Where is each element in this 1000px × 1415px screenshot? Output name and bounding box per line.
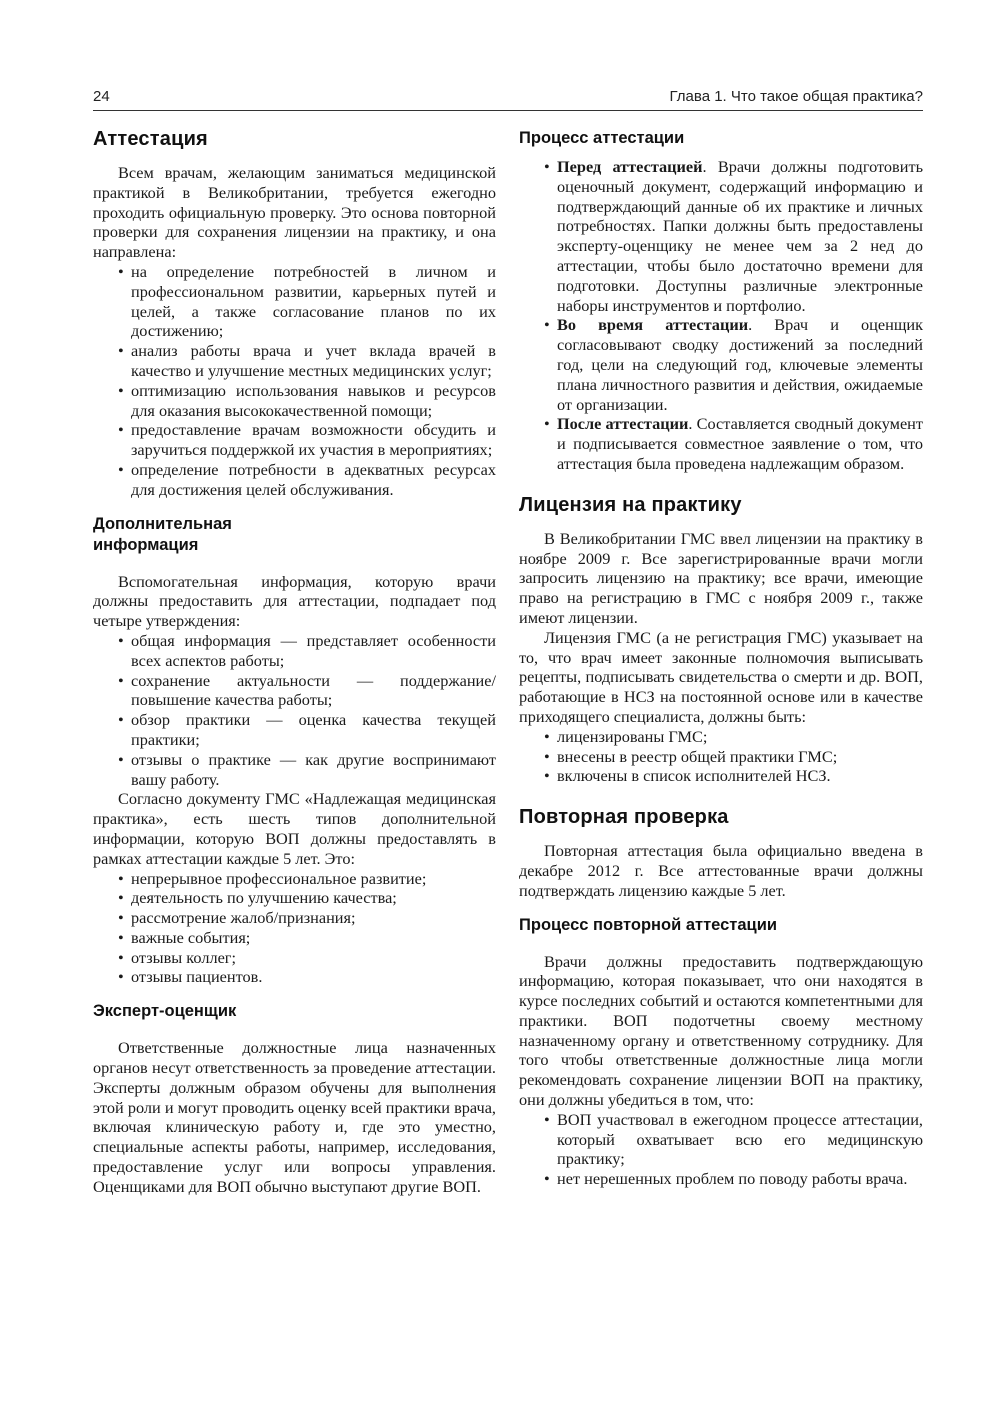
bullet-list [519,1110,923,1189]
list-item: • деятельность по улучшению качества; [118,888,496,908]
bullet-list [519,727,923,786]
section-title-revalidation: Повторная проверка [519,806,729,829]
section-title-attestation: Аттестация [93,128,208,150]
paragraph: Повторная аттестация была официально введена в декабре 2012 г. Все аттестованные врачи должны подтверждать лицензию каждые 5 лет. [519,841,923,900]
section-title-license: Лицензия на практику [519,493,742,516]
list-item: • на определение потребностей в личном и профессиональном развитии, карьерных путей и целей, а также согласование планов по их достижению; [118,262,496,341]
paragraph: В Великобритании ГМС ввел лицензии на практику в ноябре 2009 г. Все зарегистрированные врачи могли запросить лицензию на практику; все врачи, имеющие право на регистрацию в ГМС с ноября 2009 г., также имеют лицензии. [519,528,923,627]
list-item: • предоставление врачам возможности обсудить и заручиться поддержкой их участия в мероприятиях; [118,420,496,460]
subsection-title-reprocess: Процесс повторной аттестации [519,915,777,934]
list-item: • непрерывное профессиональное развитие; [118,869,496,889]
subsection-title-process: Процесс аттестации [519,129,685,147]
list-item: • отзывы коллег; [118,948,496,968]
list-item-text: . Врач и оценщик согласовывают сводку достижений за последний год, цели на следующий год, ключевые элементы плана личностного развития и действия, ожидаемые от организации. [557,315,923,414]
right-column [519,128,923,1189]
list-item: • рассмотрение жалоб/признания; [118,908,496,928]
bullet-list [93,869,496,988]
list-item: • внесены в реестр общей практики ГМС; [544,747,923,767]
page-number: 24 [93,88,110,105]
list-item: • отзывы пациентов. [118,967,496,987]
list-item: • определение потребности в адекватных ресурсах для достижения целей обслуживания. [118,460,496,500]
list-item: • ВОП участвовал в ежегодном процессе аттестации, который охватывает всю его медицинскую практику; [544,1110,923,1169]
list-item: • оптимизацию использования навыков и ресурсов для оказания высококачественной помощи; [118,381,496,421]
page-header [93,88,923,111]
subsection-title-expert: Эксперт-оценщик [93,1002,237,1021]
list-item-lead: Во время аттестации [557,315,749,335]
subsection-title-additional-info: Дополнительная информация [93,514,232,554]
list-item: • лицензированы ГМС; [544,727,923,747]
list-item: • анализ работы врача и учет вклада врачей в качество и улучшение местных медицинских услуг; [118,341,496,381]
bullet-list [519,157,923,474]
paragraph: Вспомогательная информация, которую врачи должны предоставить для аттестации, подпадает под четыре утверждения: [93,571,496,631]
list-item: • нет нерешенных проблем по поводу работы врача. [544,1169,923,1189]
list-item-lead: После аттестации [557,414,689,434]
paragraph: Согласно документу ГМС «Надлежащая медицинская практика», есть шесть типов дополнительной информации, которую ВОП должны предоставлять в рамках аттестации каждые 5 лет. Это: [93,789,496,868]
paragraph: Врачи должны предоставить подтверждающую информацию, которая показывает, что они находятся в курсе последних событий и остаются компетентными для практики. ВОП подотчетны своему местному назначенному органу и ответственному сотруднику. Для того чтобы ответственные должностные лица могли рекомендовать сохранение лицензии ВОП на практику, они должны убедиться в том, что: [519,951,923,1110]
list-item: • сохранение актуальности — поддержание/повышение качества работы; [118,671,496,711]
paragraph: Всем врачам, желающим заниматься медицинской практикой в Великобритании, требуется ежегодно проходить официальную проверку. Это основа повторной проверки для сохранения лицензии на практику, и она направлена: [93,163,496,262]
list-item: • включены в список исполнителей НСЗ. [544,766,923,786]
bullet-list [93,631,496,789]
list-item: • обзор практики — оценка качества текущей практики; [118,710,496,750]
list-item [544,414,923,473]
list-item: • общая информация — представляет особенности всех аспектов работы; [118,631,496,671]
list-item-text: . Составляется сводный документ и подписывается совместное заявление о том, что аттестация была проведена надлежащим образом. [557,414,923,473]
paragraph: Лицензия ГМС (а не регистрация ГМС) указывает на то, что врач имеет законные полномочия выписывать рецепты, подписывать свидетельства о смерти и др. ВОП, работающие в НСЗ на постоянной основе или в качестве приходящего специалиста, должны быть: [519,627,923,726]
paragraph: Ответственные должностные лица назначенных органов несут ответственность за проведение аттестации. Эксперты должным образом обучены для выполнения этой роли и могут проводить оценку всей практики врача, включая клиническую работу и, где это уместно, специальные аспекты работы, например, исследования, предоставление услуг или вопросы управления. Оценщиками для ВОП обычно выступают другие ВОП. [93,1038,496,1196]
list-item-lead: Перед аттестацией [557,157,703,176]
list-item: • важные события; [118,928,496,948]
list-item [544,157,923,315]
left-column [93,128,496,1197]
bullet-list [93,262,496,500]
list-item [544,315,923,414]
list-item-text: . Врачи должны подготовить оценочный документ, содержащий информацию и подтверждающий данные об их практике и личных потребностях. Папки должны быть предоставлены эксперту-оценщику не менее чем за 2 нед до аттестации, чтобы было достаточно времени для подготовки. Доступны различные электронные наборы инструментов и портфолио. [557,157,923,315]
list-item: • отзывы о практике — как другие воспринимают вашу работу. [118,750,496,790]
running-head: Глава 1. Что такое общая практика? [669,88,923,105]
